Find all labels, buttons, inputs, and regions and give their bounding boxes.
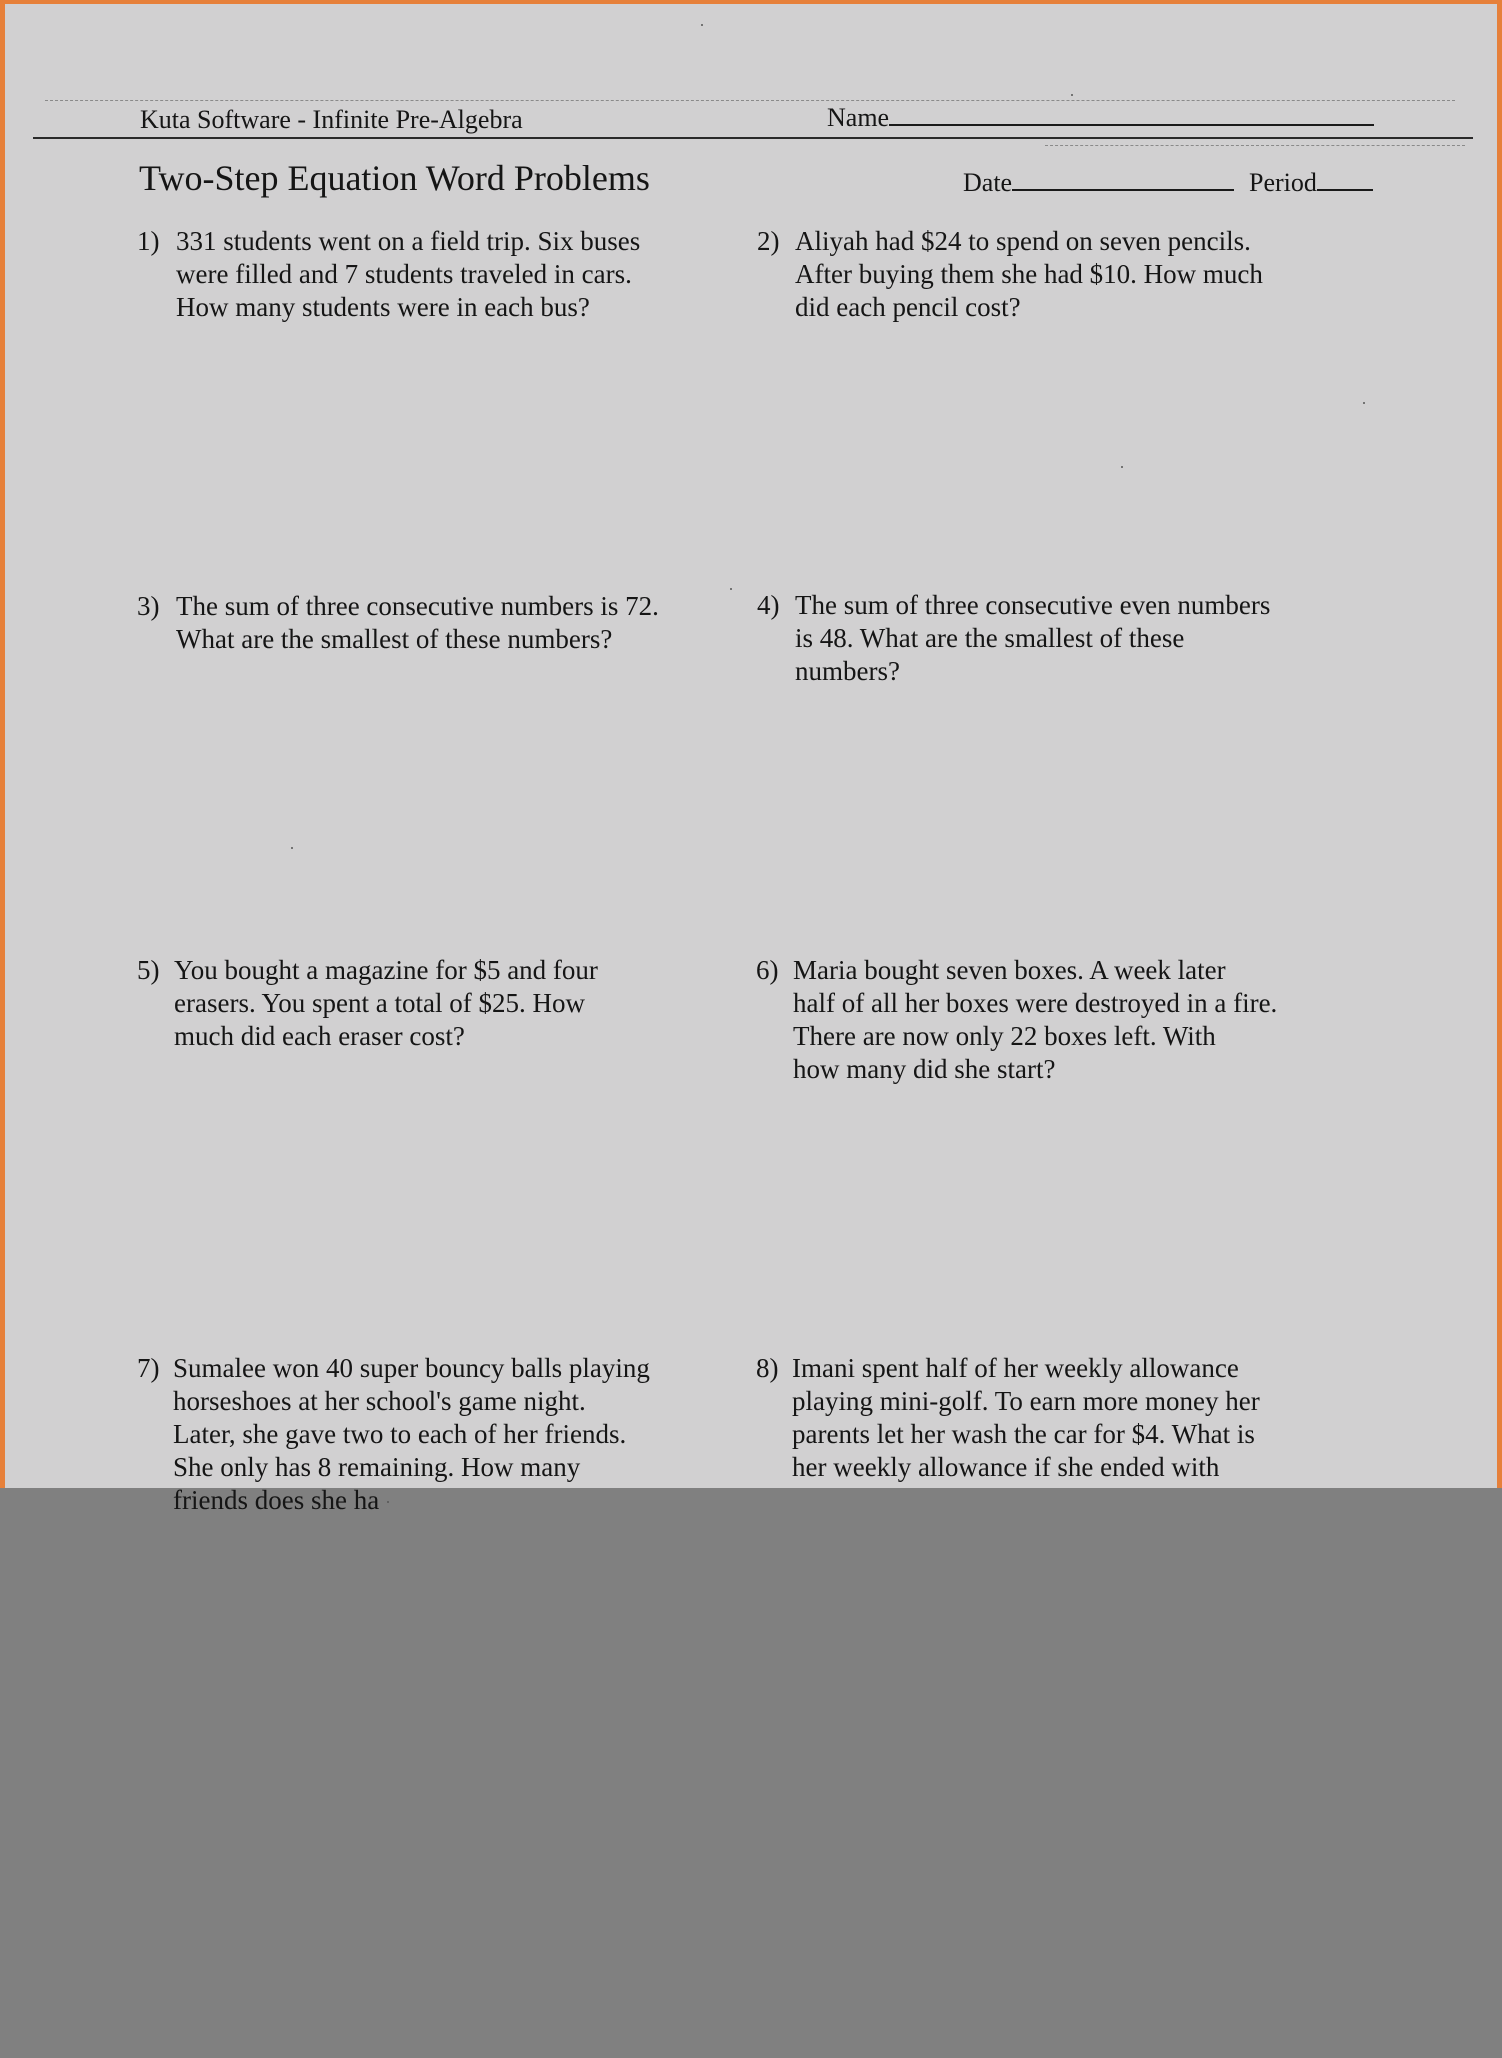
period-field	[1249, 168, 1373, 198]
period-label: Period	[1249, 168, 1317, 197]
problem-6	[756, 954, 1376, 1094]
scan-speck	[291, 847, 293, 849]
problem-text: Sumalee won 40 super bouncy balls playing horseshoes at her school's game night. Later, she gave two to each of her friends. She only has 8 remaining. How many friends does she ha	[173, 1353, 650, 1515]
scan-speck	[730, 588, 732, 590]
scan-speck	[387, 1501, 389, 1503]
problem-number: 7)	[137, 1353, 160, 1383]
problem-5	[137, 954, 697, 1064]
problem-number: 5)	[137, 955, 160, 985]
scan-speck	[1121, 466, 1123, 468]
problem-text: Maria bought seven boxes. A week later half of all her boxes were destroyed in a fire. There are now only 22 boxes left. With how many did she start?	[793, 955, 1278, 1084]
name-field	[827, 103, 1374, 133]
problem-text: Aliyah had $24 to spend on seven pencils. After buying them she had $10. How much did each pencil cost?	[795, 226, 1263, 322]
problem-text: Imani spent half of her weekly allowance playing mini-golf. To earn more money her parents let her wash the car for $4. What is her weekly allowance if she ended with	[792, 1353, 1260, 1482]
publisher-label: Kuta Software - Infinite Pre-Algebra	[140, 105, 523, 134]
scan-faint-line	[45, 100, 1455, 101]
name-label: Name	[827, 103, 890, 132]
worksheet-title: Two-Step Equation Word Problems	[139, 158, 650, 198]
scan-speck	[1363, 402, 1365, 404]
date-label: Date	[963, 168, 1013, 197]
problem-number: 2)	[757, 226, 780, 256]
problem-2	[757, 225, 1357, 335]
problem-number: 6)	[756, 955, 779, 985]
name-blank[interactable]	[889, 104, 1374, 126]
scan-speck	[701, 24, 703, 26]
problem-text: You bought a magazine for $5 and four erasers. You spent a total of $25. How much did each eraser cost?	[174, 955, 598, 1051]
problem-8	[756, 1352, 1356, 1517]
problem-text: The sum of three consecutive even numbers is 48. What are the smallest of these numbers?	[795, 590, 1271, 686]
date-field	[963, 168, 1234, 198]
problem-number: 3)	[137, 591, 160, 621]
problem-text: 331 students went on a field trip. Six buses were filled and 7 students traveled in cars. How many students were in each bus?	[176, 226, 641, 322]
problem-text: The sum of three consecutive numbers is 72. What are the smallest of these numbers?	[176, 591, 659, 654]
problem-1	[137, 225, 697, 335]
problem-number: 8)	[756, 1353, 779, 1383]
scan-faint-line-2	[1045, 145, 1465, 146]
period-blank[interactable]	[1317, 169, 1373, 191]
problem-number: 4)	[757, 590, 780, 620]
scan-speck	[1071, 94, 1073, 96]
problem-3	[137, 590, 717, 670]
date-blank[interactable]	[1012, 169, 1234, 191]
problem-number: 1)	[137, 226, 160, 256]
header-rule	[33, 137, 1473, 139]
problem-7	[137, 1352, 717, 1517]
problem-4	[757, 589, 1357, 699]
